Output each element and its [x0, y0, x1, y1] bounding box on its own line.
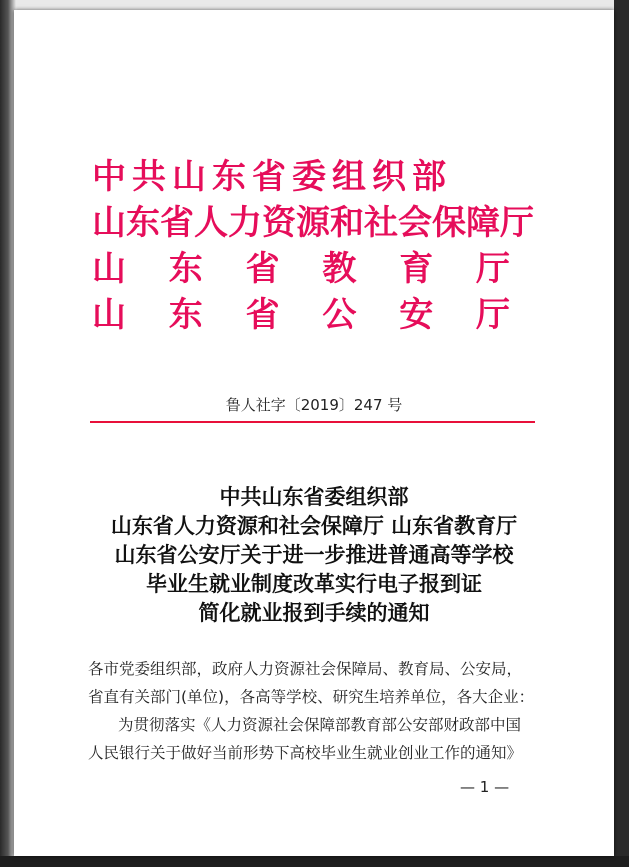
issuer-line-3	[92, 249, 510, 289]
title-line-1: 中共山东省委组织部	[219, 484, 409, 509]
issuer-line-3-char: 山	[92, 249, 126, 289]
issuer-line-2: 山东省人力资源和社会保障厅	[92, 203, 534, 243]
issuer-line-3-char: 育	[399, 249, 434, 289]
issuer-line-4-char: 省	[245, 295, 280, 335]
document-page	[14, 10, 614, 856]
scan-right-edge	[614, 0, 629, 867]
title-line-3: 山东省公安厅关于进一步推进普通高等学校	[114, 542, 514, 567]
page-number: — 1 —	[460, 778, 510, 796]
paragraph-line-1: 为贯彻落实《人力资源社会保障部教育部公安部财政部中国	[118, 716, 522, 734]
issuer-line-3-char: 东	[168, 249, 203, 289]
paragraph-line-2: 人民银行关于做好当前形势下高校毕业生就业创业工作的通知》	[88, 744, 523, 762]
issuer-line-4-char: 厅	[475, 295, 510, 335]
issuer-line-4-char: 公	[322, 295, 357, 335]
issuer-line-1: 中共山东省委组织部	[92, 157, 452, 197]
issuer-line-4	[92, 295, 510, 335]
issuer-line-4-char: 东	[168, 295, 203, 335]
addressee-line-2: 省直有关部门(单位)，各高等学校、研究生培养单位，各大企业：	[88, 688, 535, 706]
red-divider-rule	[90, 421, 535, 423]
issuer-line-4-char: 山	[92, 295, 126, 335]
title-line-5: 简化就业报到手续的通知	[198, 600, 430, 625]
document-number: 鲁人社字〔2019〕247 号	[225, 396, 403, 414]
title-line-2: 山东省人力资源和社会保障厅 山东省教育厅	[110, 513, 518, 538]
issuer-line-3-char: 厅	[475, 249, 510, 289]
issuer-line-3-char: 教	[322, 249, 357, 289]
issuer-line-3-char: 省	[245, 249, 280, 289]
scan-bottom-edge	[0, 856, 629, 867]
title-line-4: 毕业生就业制度改革实行电子报到证	[146, 571, 482, 596]
issuer-line-4-char: 安	[399, 295, 434, 335]
addressee-line-1: 各市党委组织部，政府人力资源社会保障局、教育局、公安局，	[88, 660, 523, 678]
